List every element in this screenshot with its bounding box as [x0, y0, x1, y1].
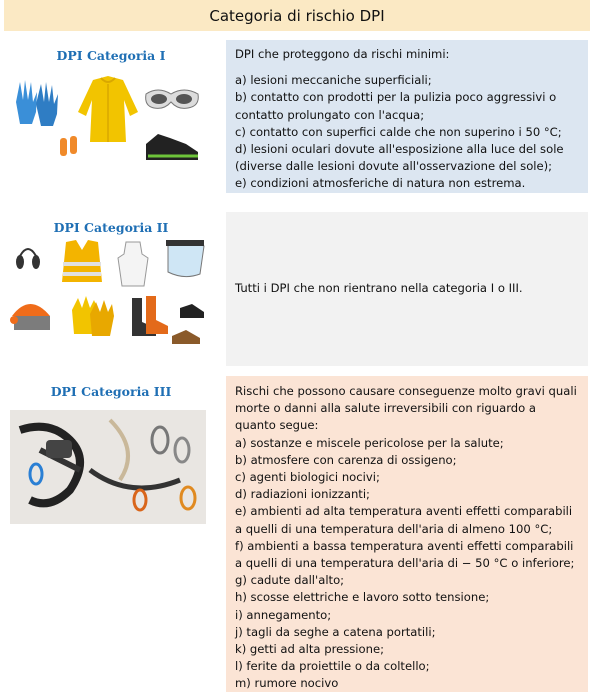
face-shield-icon — [166, 240, 204, 277]
category-1-item: c) contatto con superfici calde che non superino i 50 °C; — [235, 124, 562, 139]
category-3-item: f) ambienti a bassa temperatura aventi effetti comparabili a quelli di una temperatura dell'aria di − 50 °C o inferiore; — [235, 538, 575, 571]
category-1-item: d) lesioni oculari dovute all'esposizione alla luce del sole (diverse dalle lesioni dovute all'osservazione del sole); — [235, 142, 564, 174]
category-1-item: b) contatto con prodotti per la pulizia poco aggressivi o contatto prolungato con l'acqua; — [235, 90, 557, 122]
goggles-icon — [146, 90, 199, 108]
category-1-intro: DPI che proteggono da rischi minimi: — [235, 47, 450, 61]
category-3-title: DPI Categoria III — [50, 384, 172, 399]
category-3-description — [226, 376, 588, 692]
category-1-item: e) condizioni atmosferiche di natura non estrema. — [235, 176, 526, 191]
category-3-image — [10, 410, 206, 524]
category-2-images — [8, 236, 213, 351]
category-3-item: e) ambienti ad alta temperatura aventi effetti comparabili a quelli di una temperatura dell'aria di almeno 100 °C; — [235, 504, 573, 536]
raincoat-icon — [78, 76, 138, 142]
category-2-text: Tutti i DPI che non rientrano nella categoria I o III. — [235, 281, 523, 296]
category-1-title: DPI Categoria I — [56, 48, 166, 63]
category-3-item: c) agenti biologici nocivi; — [235, 470, 380, 485]
category-3-item: h) scosse elettriche e lavoro sotto tensione; — [235, 590, 490, 605]
earplugs-icon — [60, 136, 77, 156]
category-3-intro: Rischi che possono causare conseguenze molto gravi quali morte o danni alla salute irreversibili con riguardo a quanto segue: — [235, 384, 577, 433]
safety-boots-icon — [132, 296, 168, 336]
category-1-item: a) lesioni meccaniche superficiali; — [235, 73, 432, 88]
category-3-item: k) getti ad alta pressione; — [235, 642, 385, 657]
forestry-helmet-icon — [10, 304, 50, 330]
category-3-item: i) annegamento; — [235, 607, 332, 622]
category-3-item: b) atmosfere con carenza di ossigeno; — [235, 452, 457, 467]
category-3-item: l) ferite da proiettile o da coltello; — [235, 659, 430, 674]
gloves-icon — [16, 80, 58, 126]
apron-icon — [118, 242, 148, 286]
category-2-title: DPI Categoria II — [53, 220, 169, 235]
category-3-item: j) tagli da seghe a catena portatili; — [235, 624, 436, 639]
category-3-item: g) cadute dall'alto; — [235, 573, 345, 588]
safety-shoes-icon — [172, 304, 204, 344]
category-3-item: m) rumore nocivo — [235, 676, 339, 691]
ear-muffs-icon — [16, 249, 40, 269]
category-1-description — [226, 40, 588, 193]
category-3-item: d) radiazioni ionizzanti; — [235, 487, 370, 502]
hi-vis-vest-icon — [62, 240, 102, 282]
safety-shoe-icon — [146, 134, 198, 160]
category-2-description — [226, 212, 588, 366]
work-gloves-icon — [72, 296, 114, 336]
category-3-item: a) sostanze e miscele pericolose per la salute; — [235, 435, 504, 450]
category-1-images — [8, 72, 213, 177]
page-title: Categoria di rischio DPI — [4, 0, 590, 31]
